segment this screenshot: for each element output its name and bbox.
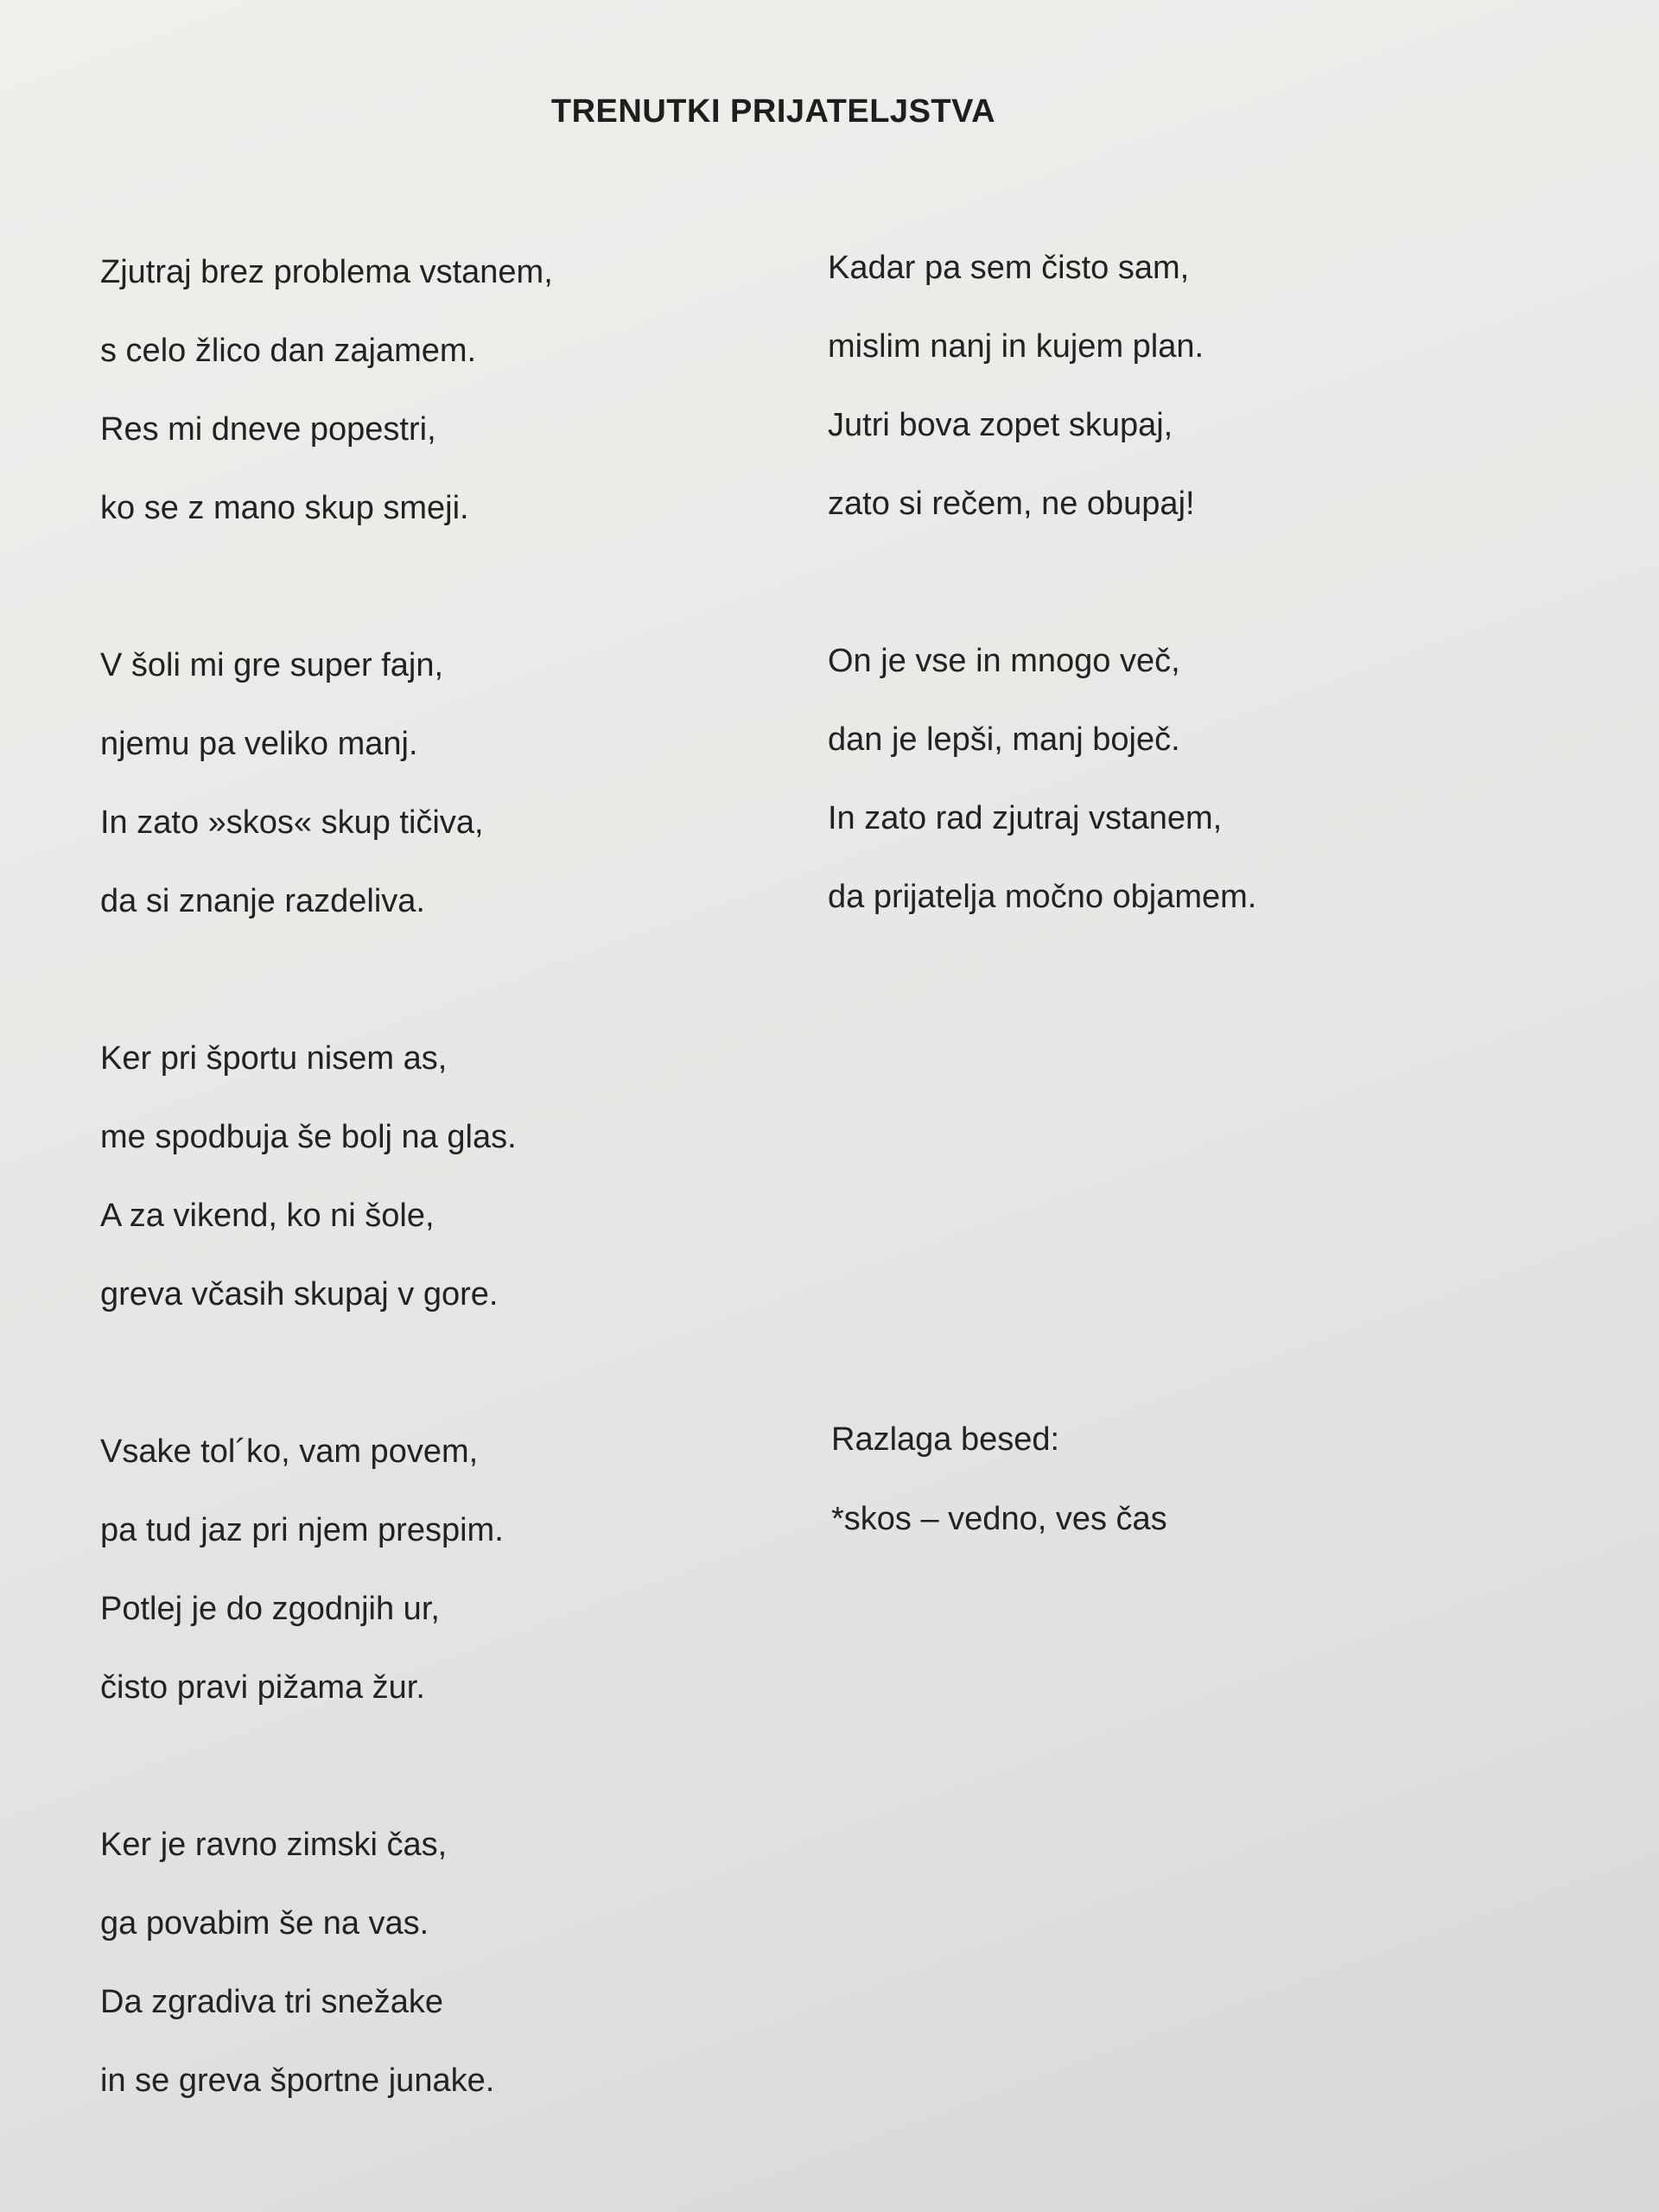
verse-line: me spodbuja še bolj na glas.	[100, 1119, 517, 1155]
stanza-3	[100, 1020, 809, 1334]
verse-line: Kadar pa sem čisto sam,	[828, 250, 1190, 286]
stanza-2	[100, 626, 809, 941]
verse-line: Potlej je do zgodnjih ur,	[100, 1591, 440, 1627]
verse-line: In zato rad zjutraj vstanem,	[828, 800, 1223, 836]
verse-line: Ker je ravno zimski čas,	[100, 1827, 448, 1863]
verse-line: Ker pri športu nisem as,	[100, 1040, 448, 1077]
glossary	[831, 1400, 1522, 1559]
poem-title: TRENUTKI PRIJATELJSTVA	[550, 93, 996, 130]
stanza-5	[100, 1806, 809, 2120]
verse-line: In zato »skos« skup tičiva,	[100, 804, 484, 841]
stanza-1	[100, 233, 809, 548]
verse-line: njemu pa veliko manj.	[100, 726, 418, 762]
verse-line: da si znanje razdeliva.	[100, 883, 425, 919]
verse-line: greva včasih skupaj v gore.	[100, 1276, 499, 1313]
verse-line: s celo žlico dan zajamem.	[100, 333, 477, 369]
verse-line: On je vse in mnogo več,	[828, 643, 1180, 679]
verse-line: dan je lepši, manj boječ.	[828, 721, 1180, 758]
stanza-6	[828, 229, 1536, 543]
verse-line: Vsake tol´ko, vam povem,	[100, 1433, 479, 1470]
verse-line: ga povabim še na vas.	[100, 1905, 429, 1942]
glossary-heading: Razlaga besed:	[831, 1421, 1060, 1458]
verse-line: pa tud jaz pri njem prespim.	[100, 1512, 504, 1548]
verse-line: Jutri bova zopet skupaj,	[828, 407, 1173, 443]
verse-line: in se greva športne junake.	[100, 2063, 495, 2099]
verse-line: Da zgradiva tri snežake	[100, 1984, 444, 2020]
stanza-4	[100, 1413, 809, 1727]
verse-line: Res mi dneve popestri,	[100, 411, 436, 448]
glossary-entry: *skos – vedno, ves čas	[831, 1501, 1167, 1537]
verse-line: mislim nanj in kujem plan.	[828, 328, 1205, 365]
stanza-7	[828, 622, 1536, 937]
verse-line: A za vikend, ko ni šole,	[100, 1198, 435, 1234]
verse-line: Zjutraj brez problema vstanem,	[100, 254, 553, 290]
verse-line: V šoli mi gre super fajn,	[100, 647, 444, 683]
verse-line: čisto pravi pižama žur.	[100, 1669, 425, 1706]
verse-line: zato si rečem, ne obupaj!	[828, 486, 1195, 522]
verse-line: da prijatelja močno objamem.	[828, 879, 1257, 915]
verse-line: ko se z mano skup smeji.	[100, 490, 469, 526]
left-column	[100, 233, 809, 2199]
right-column	[828, 229, 1536, 1015]
